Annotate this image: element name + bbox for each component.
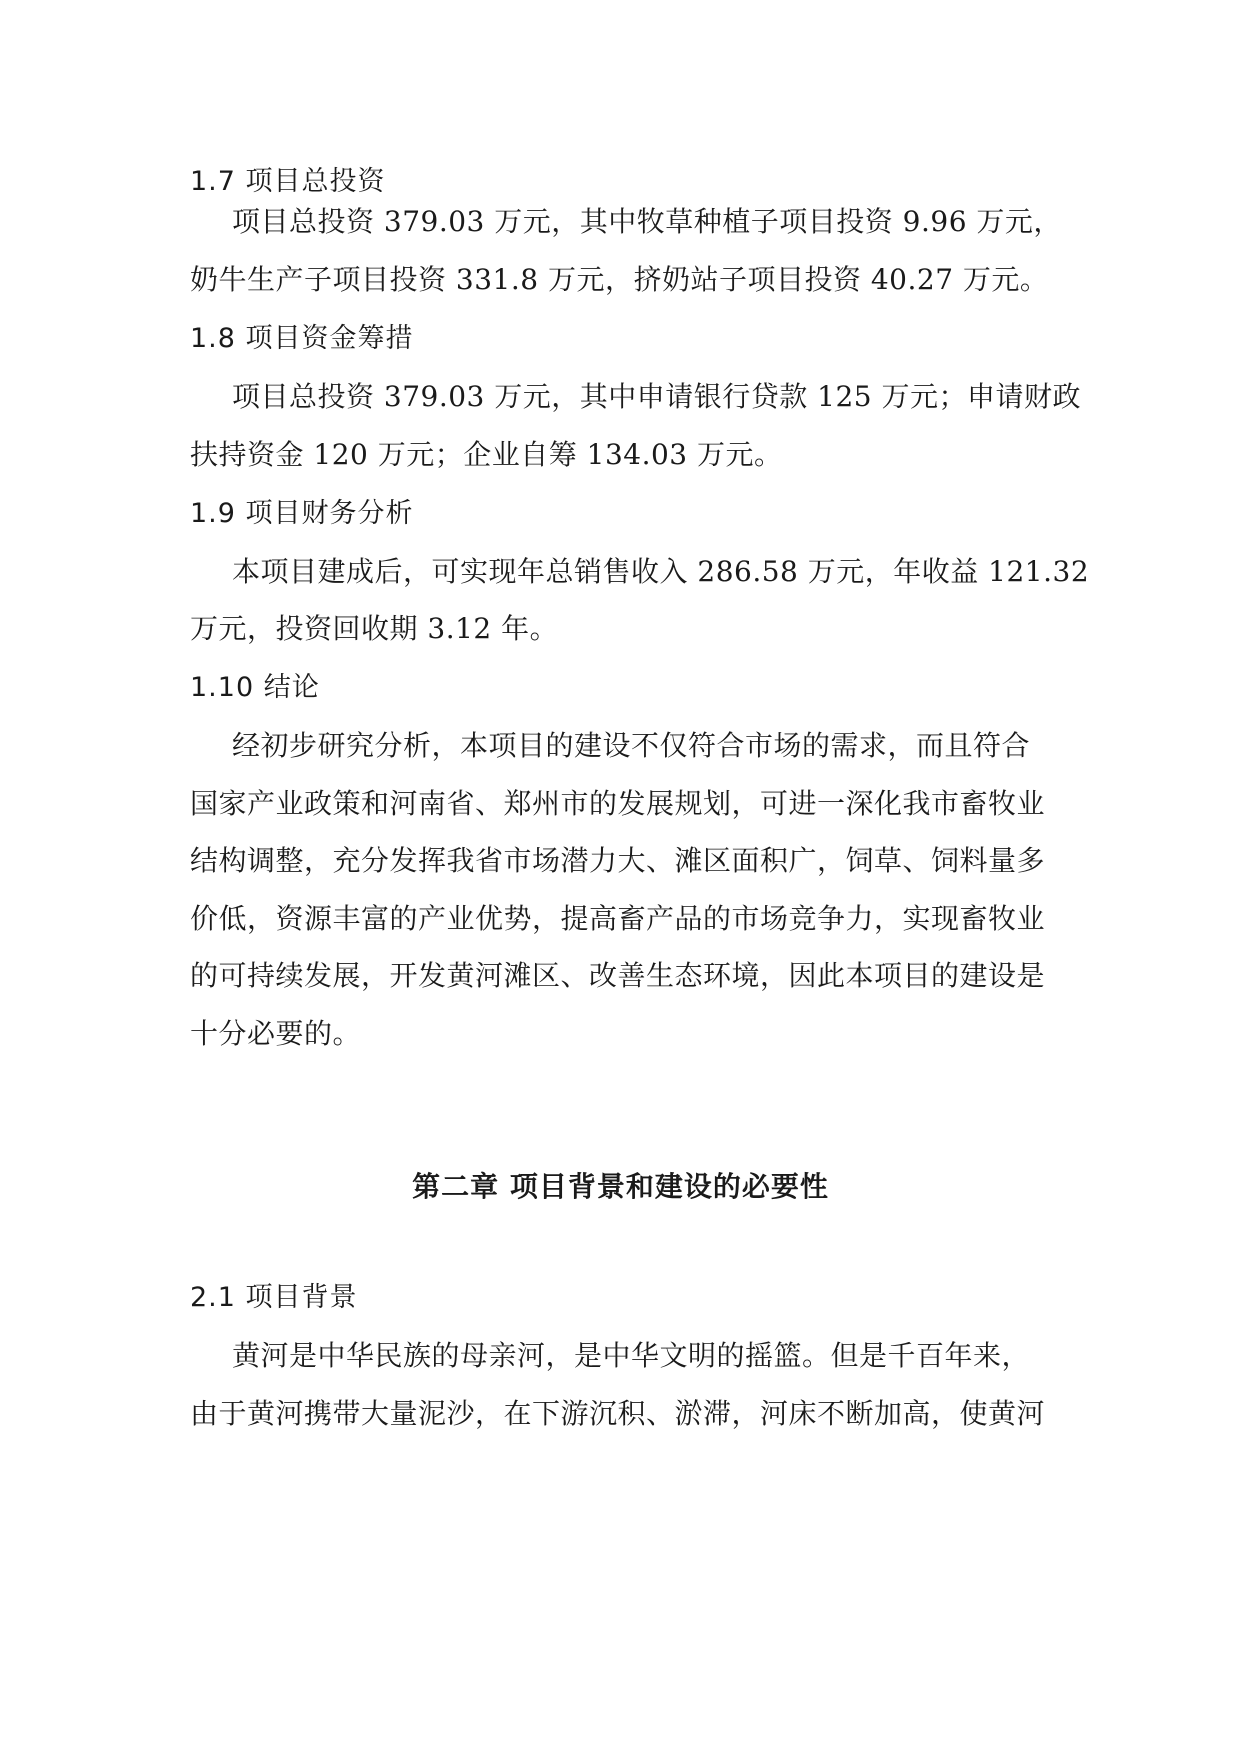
paragraph-line: 由于黄河携带大量泥沙，在下游沉积、淤滞，河床不断加高，使黄河 — [190, 1397, 1046, 1430]
section-heading-1-9: 1.9 项目财务分析 — [190, 498, 414, 529]
section-heading-1-7: 1.7 项目总投资 — [190, 166, 386, 197]
paragraph-line: 结构调整，充分发挥我省市场潜力大、滩区面积广，饲草、饲料量多 — [190, 844, 1046, 877]
section-heading-1-8: 1.8 项目资金筹措 — [190, 323, 414, 354]
chapter-title: 第二章 项目背景和建设的必要性 — [412, 1170, 829, 1203]
paragraph-line: 项目总投资 379.03 万元，其中申请银行贷款 125 万元；申请财政 — [232, 380, 1082, 413]
paragraph-line: 价低，资源丰富的产业优势，提高畜产品的市场竞争力，实现畜牧业 — [190, 902, 1046, 935]
paragraph-line: 的可持续发展，开发黄河滩区、改善生态环境，因此本项目的建设是 — [190, 959, 1046, 992]
paragraph-line: 扶持资金 120 万元；企业自筹 134.03 万元。 — [190, 438, 783, 471]
paragraph-line: 本项目建成后，可实现年总销售收入 286.58 万元，年收益 121.32 — [232, 555, 1090, 588]
section-heading-1-10: 1.10 结论 — [190, 672, 320, 703]
paragraph-line: 奶牛生产子项目投资 331.8 万元，挤奶站子项目投资 40.27 万元。 — [190, 263, 1049, 296]
paragraph-line: 黄河是中华民族的母亲河，是中华文明的摇篮。但是千百年来， — [232, 1339, 1031, 1372]
paragraph-line: 十分必要的。 — [190, 1017, 362, 1050]
paragraph-line: 项目总投资 379.03 万元，其中牧草种植子项目投资 9.96 万元， — [232, 205, 1062, 238]
paragraph-line: 经初步研究分析，本项目的建设不仅符合市场的需求，而且符合 — [232, 729, 1031, 762]
paragraph-line: 国家产业政策和河南省、郑州市的发展规划，可进一深化我市畜牧业 — [190, 787, 1046, 820]
paragraph-line: 万元，投资回收期 3.12 年。 — [190, 612, 559, 645]
section-heading-2-1: 2.1 项目背景 — [190, 1282, 358, 1313]
